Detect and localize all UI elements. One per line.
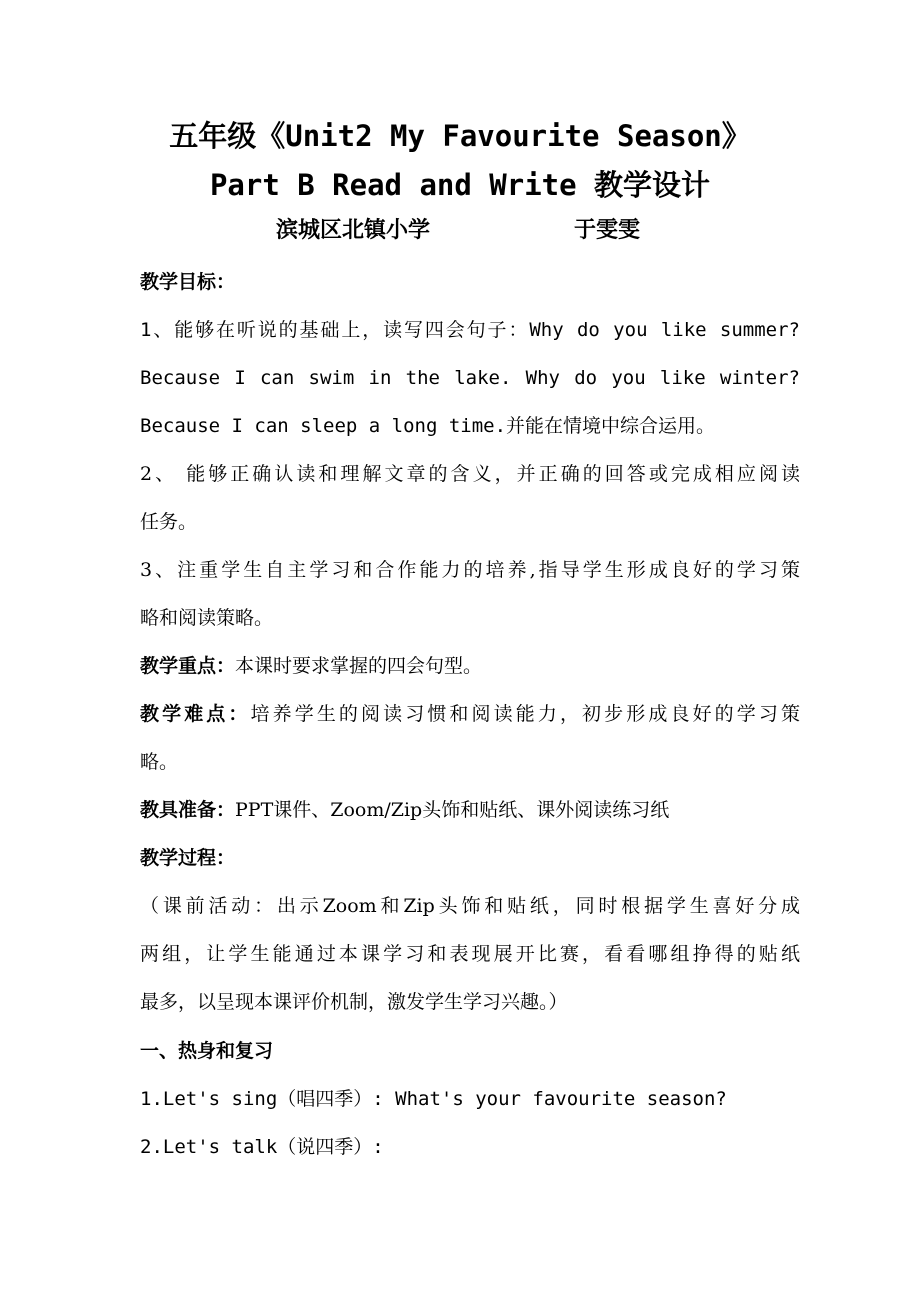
byline-school: 滨城区北镇小学 [276,218,431,243]
key-point-label: 教学重点： [140,655,236,677]
pre-activity-line: 两组，让学生能通过本课学习和表现展开比赛，看看哪组挣得的贴纸 [140,943,800,965]
objective-line: 略和阅读策略。 [140,607,274,629]
section-1-heading: 一、热身和复习 [140,1040,274,1062]
document-title-line-2: Part B Read and Write 教学设计 [209,168,711,202]
process-heading: 教学过程： [140,847,236,869]
pre-activity-line: （课前活动：出示Zoom和Zip头饰和贴纸，同时根据学生喜好分成 [140,895,800,917]
objective-line: Because I can swim in the lake. Why do you like winter? [140,367,800,389]
key-point-text: 本课时要求掌握的四会句型。 [235,655,483,677]
section-1-item: 2.Let's talk（说四季）: [140,1136,384,1158]
key-point-paragraph [140,649,800,683]
pre-activity-line: 最多，以呈现本课评价机制，激发学生学习兴趣。） [140,991,568,1013]
objective-line: Because I can sleep a long time.并能在情境中综合运用。 [140,415,716,437]
difficulty-paragraph [140,697,800,731]
section-1-item: 1.Let's sing（唱四季）: What's your favourite season? [140,1088,727,1110]
difficulty-label: 教学难点： [140,703,251,725]
objective-line: 3、注重学生自主学习和合作能力的培养,指导学生形成良好的学习策 [140,559,800,581]
materials-paragraph [140,793,800,827]
difficulty-text: 培养学生的阅读习惯和阅读能力，初步形成良好的学习策 [250,703,800,725]
objective-line: 任务。 [140,511,198,533]
materials-text: PPT课件、Zoom/Zip头饰和贴纸、课外阅读练习纸 [235,799,670,821]
difficulty-text-continued: 略。 [140,751,179,773]
objectives-heading: 教学目标： [140,271,236,293]
document-title-line-1: 五年级《Unit2 My Favourite Season》 [169,119,751,153]
byline-author: 于雯雯 [574,218,641,243]
objective-line: 1、能够在听说的基础上，读写四会句子：Why do you like summer? [140,319,800,341]
objective-line: 2、 能够正确认读和理解文章的含义，并正确的回答或完成相应阅读 [140,463,800,485]
materials-label: 教具准备： [140,799,236,821]
